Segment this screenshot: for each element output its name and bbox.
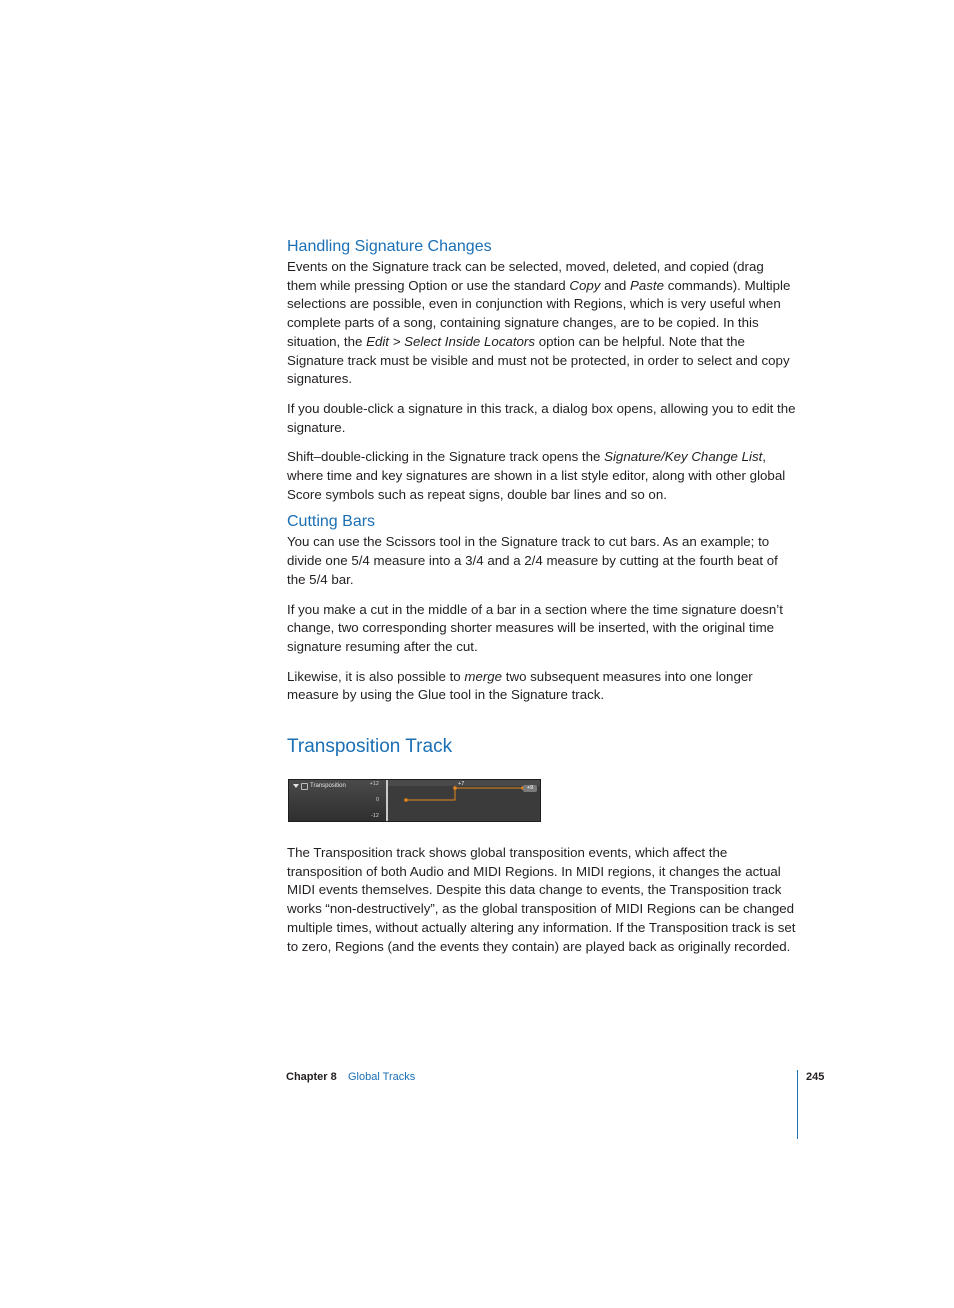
heading-handling-signature-changes: Handling Signature Changes xyxy=(287,238,492,255)
transposition-track-screenshot xyxy=(288,779,541,822)
track-header xyxy=(289,780,388,821)
italic-term: Paste xyxy=(629,277,664,293)
heading-transposition-track: Transposition Track xyxy=(287,736,453,758)
transposition-line xyxy=(406,788,523,800)
transposition-event-point xyxy=(404,798,408,802)
end-value-badge: +9 xyxy=(523,785,537,792)
track-name: Transposition xyxy=(310,783,346,790)
scale-bottom-label: -12 xyxy=(371,813,379,820)
footer-divider xyxy=(797,1070,798,1139)
scale-mid-label: 0 xyxy=(375,797,379,804)
paragraph: If you make a cut in the middle of a bar in a section where the time signature doesn’t change, two corresponding shorter measures will be inserted, with the original time signature resuming after the cut. xyxy=(287,601,783,654)
transposition-event-point xyxy=(453,786,457,790)
paragraph: The Transposition track shows global transposition events, which affect the transposition of both Audio and MIDI Regions. In MIDI regions, it changes the actual MIDI events themselves. Despite this data change to events, the Transposition track works “non-destructively”, as the global transposition of MIDI Regions can be changed multiple times, without actually altering any information. If the Transposition track is set to zero, Regions (and the events they contain) are played back as originally recorded. xyxy=(287,845,796,954)
paragraph: You can use the Scissors tool in the Signature track to cut bars. As an example; to divide one 5/4 measure into a 3/4 and a 2/4 measure by cutting at the fourth beat of the 5/4 bar. xyxy=(287,534,778,587)
event-value-label: +7 xyxy=(458,781,465,788)
heading-cutting-bars: Cutting Bars xyxy=(287,513,376,531)
italic-term: Signature/Key Change List xyxy=(604,449,763,465)
paragraph: If you double-click a signature in this track, a dialog box opens, allowing you to edit the signature. xyxy=(287,400,796,435)
footer-chapter: Chapter 8 xyxy=(286,1071,337,1083)
protect-icon xyxy=(301,783,308,790)
italic-term: Copy xyxy=(569,277,601,293)
page-content xyxy=(287,236,797,967)
italic-term: merge xyxy=(464,668,503,684)
paragraph: Shift–double-clicking in the Signature track opens the Signature/Key Change List, where time and key signatures are shown in a list style editor, along with other global Score symbols such as repeat signs, double bar lines and so on. xyxy=(287,449,786,502)
paragraph: Events on the Signature track can be selected, moved, deleted, and copied (drag them while pressing Option or use the standard Copy and Paste commands). Multiple selections are possible, even in conjunction with Regions, which is very useful when complete parts of a song, containing signature changes, are to be copied. In this situation, the Edit > Select Inside Locators option can be helpful. Note that the Signature track must be visible and must not be protected, in order to select and copy signatures. xyxy=(287,259,791,387)
italic-term: Edit > Select Inside Locators xyxy=(366,333,535,349)
paragraph: Likewise, it is also possible to merge two subsequent measures into one longer measure by using the Glue tool in the Signature track. xyxy=(287,668,753,703)
page-number: 245 xyxy=(806,1071,825,1083)
scale-top-label: +12 xyxy=(369,781,379,788)
disclosure-triangle-icon xyxy=(293,784,299,788)
footer-chapter-title: Global Tracks xyxy=(348,1071,416,1083)
track-lane xyxy=(388,780,540,821)
